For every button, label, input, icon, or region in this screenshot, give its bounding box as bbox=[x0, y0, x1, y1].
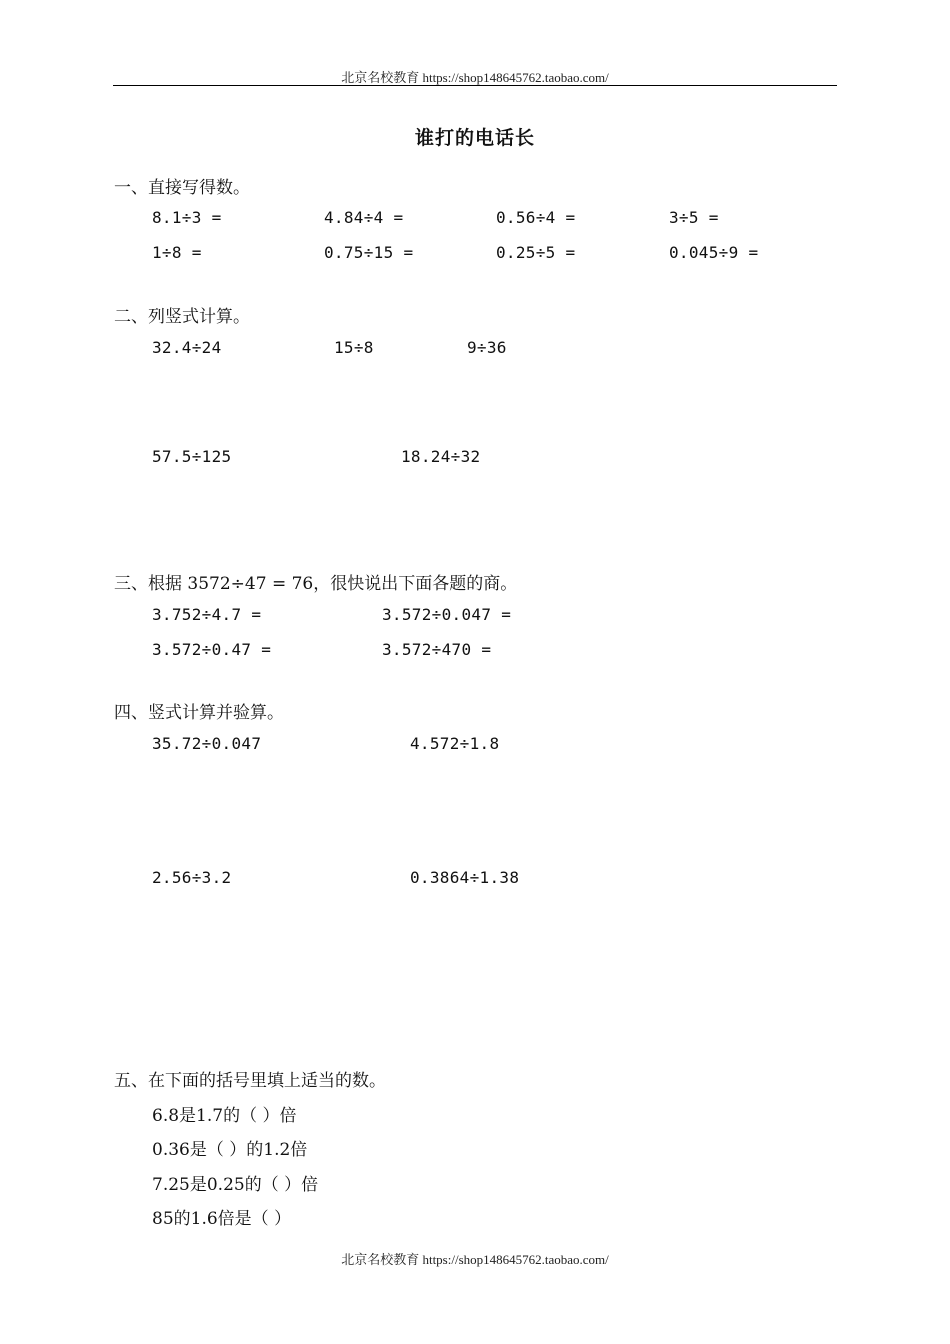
section-1-heading: 一、直接写得数。 bbox=[114, 178, 250, 198]
section-4-heading: 四、竖式计算并验算。 bbox=[114, 703, 284, 723]
s3-problem: 3.752÷4.7 = bbox=[152, 605, 262, 624]
s1-problem: 0.25÷5 = bbox=[496, 243, 576, 262]
s3-problem: 3.572÷470 = bbox=[382, 640, 492, 659]
s5-question: 85的1.6倍是（ ） bbox=[152, 1209, 292, 1229]
s1-problem: 3÷5 = bbox=[669, 208, 719, 227]
s1-problem: 0.56÷4 = bbox=[496, 208, 576, 227]
s1-problem: 4.84÷4 = bbox=[324, 208, 404, 227]
s4-problem: 4.572÷1.8 bbox=[410, 734, 500, 753]
s2-problem: 18.24÷32 bbox=[401, 447, 481, 466]
page-footer: 北京名校教育 https://shop148645762.taobao.com/ bbox=[341, 1252, 609, 1267]
s1-problem: 1÷8 = bbox=[152, 243, 202, 262]
page-header: 北京名校教育 https://shop148645762.taobao.com/ bbox=[341, 70, 609, 85]
s4-problem: 0.3864÷1.38 bbox=[410, 868, 520, 887]
s2-problem: 15÷8 bbox=[334, 338, 374, 357]
s2-problem: 9÷36 bbox=[467, 338, 507, 357]
section-5-heading: 五、在下面的括号里填上适当的数。 bbox=[114, 1071, 386, 1091]
s2-problem: 57.5÷125 bbox=[152, 447, 232, 466]
s5-question: 6.8是1.7的（ ）倍 bbox=[152, 1106, 297, 1126]
s5-question: 7.25是0.25的（ ）倍 bbox=[152, 1175, 319, 1195]
s3-problem: 3.572÷0.047 = bbox=[382, 605, 512, 624]
s2-problem: 32.4÷24 bbox=[152, 338, 222, 357]
s3-problem: 3.572÷0.47 = bbox=[152, 640, 272, 659]
page-title: 谁打的电话长 bbox=[414, 127, 535, 149]
s5-question: 0.36是（ ）的1.2倍 bbox=[152, 1140, 308, 1160]
s4-problem: 2.56÷3.2 bbox=[152, 868, 232, 887]
s4-problem: 35.72÷0.047 bbox=[152, 734, 262, 753]
section-3-heading: 三、根据 3572÷47 = 76，很快说出下面各题的商。 bbox=[114, 574, 518, 594]
header-rule bbox=[113, 85, 837, 86]
s1-problem: 0.75÷15 = bbox=[324, 243, 414, 262]
s1-problem: 8.1÷3 = bbox=[152, 208, 222, 227]
section-2-heading: 二、列竖式计算。 bbox=[114, 307, 250, 327]
s1-problem: 0.045÷9 = bbox=[669, 243, 759, 262]
